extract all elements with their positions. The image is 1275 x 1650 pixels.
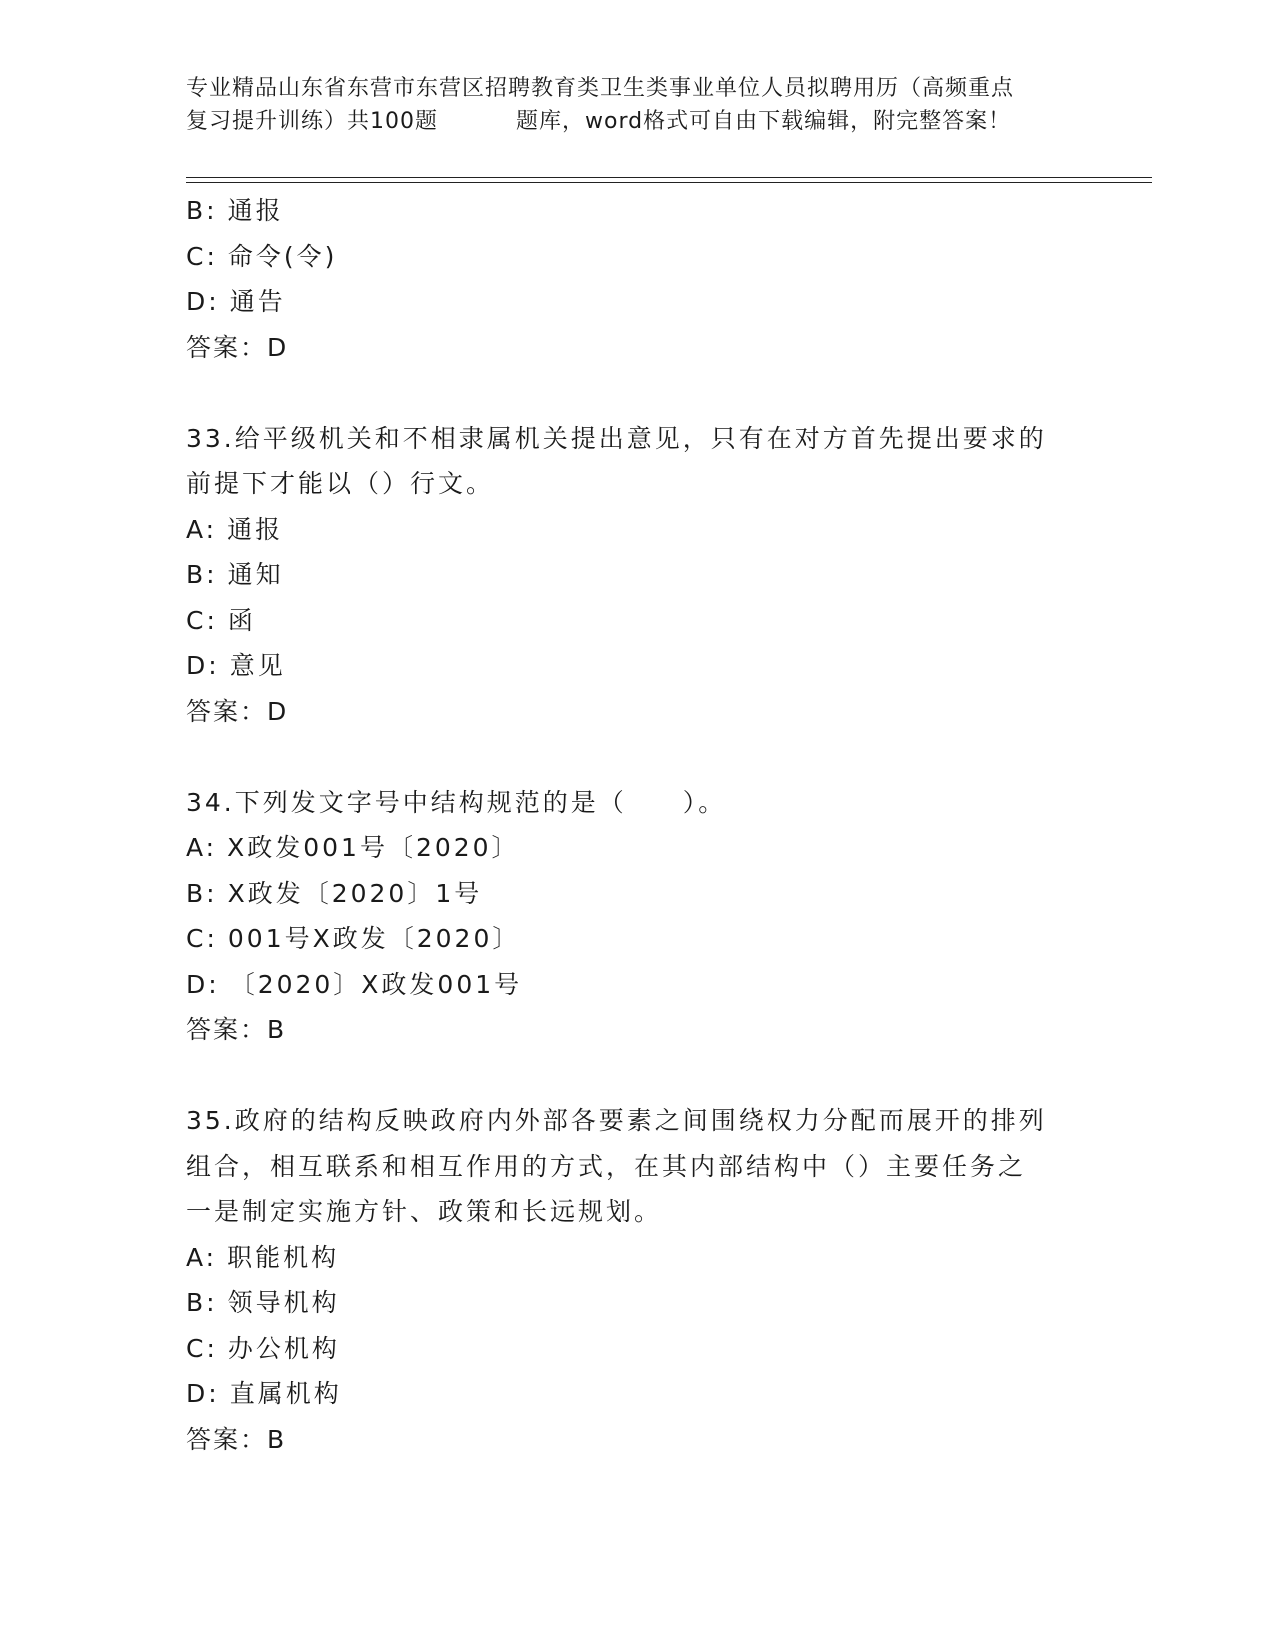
option-text: 办公机构 (227, 1333, 340, 1363)
option-c (186, 598, 1086, 644)
option-d (186, 279, 1086, 325)
option-key: C: (186, 241, 218, 271)
option-key: D: (186, 1379, 220, 1408)
question-block-33 (186, 416, 1086, 735)
option-key: D: (186, 651, 220, 680)
option-text: 函 (227, 605, 256, 635)
option-text: X政发〔2020〕1号 (227, 878, 483, 908)
option-key: D: (186, 287, 220, 316)
option-key: B: (186, 196, 218, 225)
option-text: 命令(令) (227, 241, 338, 271)
option-text: 通告 (229, 287, 286, 316)
option-text: 职能机构 (227, 1242, 340, 1272)
option-key: A: (186, 514, 218, 544)
option-text: 001号X政发〔2020〕 (227, 924, 521, 953)
question-text: 前提下才能以（）行文。 (186, 469, 495, 498)
question-block-34 (186, 780, 1086, 1053)
option-c (186, 916, 1086, 962)
option-key: A: (186, 833, 218, 862)
option-text: 通报 (227, 514, 284, 544)
option-b (186, 1280, 1086, 1326)
header-line-2b: 题库，word格式可自由下载编辑，附完整答案！ (516, 109, 1012, 134)
option-a (186, 1235, 1086, 1281)
option-key: A: (186, 1242, 218, 1272)
option-key: C: (186, 1333, 218, 1363)
question-text: 34.下列发文字号中结构规范的是（ ）。 (186, 787, 727, 817)
option-d (186, 643, 1086, 689)
header-line-2 (186, 105, 1086, 138)
question-text: 组合，相互联系和相互作用的方式，在其内部结构中（）主要任务之 (186, 1151, 1027, 1181)
header-line-2a: 复习提升训练）共100题 (186, 109, 438, 134)
question-block-35 (186, 1098, 1086, 1462)
header-line-1: 专业精品山东省东营市东营区招聘教育类卫生类事业单位人员拟聘用历（高频重点 (186, 76, 1015, 101)
option-text: X政发001号〔2020〕 (227, 833, 520, 862)
option-key: C: (186, 605, 218, 635)
option-d (186, 962, 1086, 1008)
header-divider-top (186, 177, 1152, 178)
option-text: 直属机构 (229, 1379, 342, 1408)
option-c (186, 1326, 1086, 1372)
option-key: C: (186, 924, 218, 953)
option-key: B: (186, 560, 218, 589)
answer-line: 答案：D (186, 696, 289, 726)
question-text: 35.政府的结构反映政府内外部各要素之间围绕权力分配而展开的排列 (186, 1106, 1047, 1135)
option-b (186, 552, 1086, 598)
option-key: D: (186, 969, 220, 999)
option-text: 通报 (227, 196, 284, 225)
option-text: 意见 (229, 651, 286, 680)
question-list (186, 188, 1086, 1462)
option-c (186, 234, 1086, 280)
option-d (186, 1371, 1086, 1417)
answer-line: 答案：D (186, 332, 289, 362)
option-key: B: (186, 878, 218, 908)
option-key: B: (186, 1288, 218, 1317)
option-b (186, 188, 1086, 234)
option-a (186, 507, 1086, 553)
option-text: 〔2020〕X政发001号 (229, 969, 523, 999)
option-b (186, 871, 1086, 917)
option-text: 通知 (227, 560, 284, 589)
option-a (186, 825, 1086, 871)
question-block-prev (186, 188, 1086, 370)
document-header (186, 72, 1086, 138)
question-text: 一是制定实施方针、政策和长远规划。 (186, 1197, 663, 1226)
option-text: 领导机构 (227, 1288, 340, 1317)
answer-line: 答案：B (186, 1015, 287, 1044)
header-divider-bottom (186, 182, 1152, 183)
question-text: 33.给平级机关和不相隶属机关提出意见，只有在对方首先提出要求的 (186, 423, 1047, 453)
answer-line: 答案：B (186, 1424, 287, 1454)
